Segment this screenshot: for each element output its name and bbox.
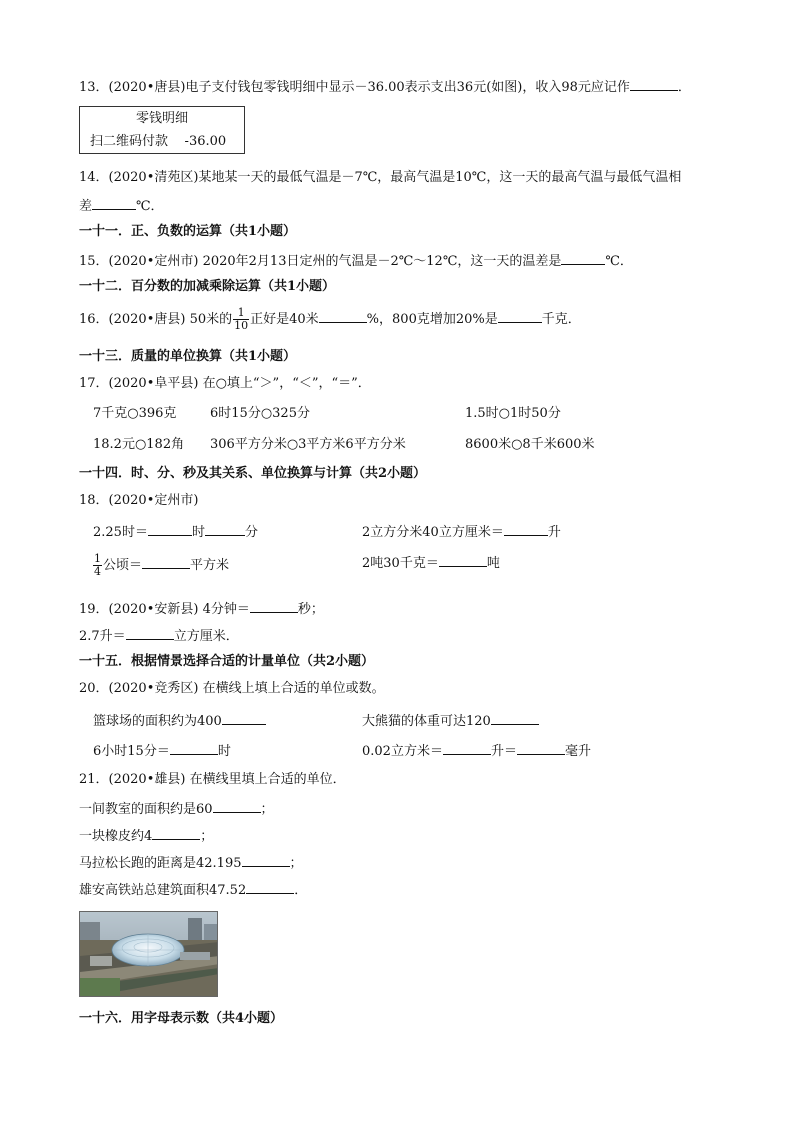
q18-b: 2立方分米40立方厘米＝ 升: [362, 525, 561, 540]
answer-blank[interactable]: [443, 742, 491, 755]
answer-blank[interactable]: [491, 712, 539, 725]
answer-blank[interactable]: [148, 523, 192, 536]
answer-blank[interactable]: [561, 252, 605, 265]
answer-blank[interactable]: [205, 523, 245, 536]
answer-blank[interactable]: [630, 78, 678, 91]
question-21-head: 21．(2020•雄县) 在横线里填上合适的单位．: [79, 772, 346, 787]
q21-line4: 雄安高铁站总建筑面积47.52 ．: [79, 883, 308, 898]
section-16-heading: 一十六．用字母表示数（共4小题）: [79, 1011, 284, 1026]
question-18-head: 18．(2020•定州市): [79, 493, 199, 508]
question-19-line2: 2.7升＝ 立方厘米．: [79, 629, 239, 644]
railway-station-photo: [79, 911, 218, 997]
answer-blank[interactable]: [222, 712, 266, 725]
q20-a: 篮球场的面积约为400: [93, 712, 266, 730]
answer-blank[interactable]: [498, 310, 542, 323]
fraction-one-quarter: $\frac{1}{4}$: [94, 552, 101, 578]
box-title: 零钱明细: [135, 111, 188, 126]
question-14-line1: 14．(2020•清苑区)某地某一天的最低气温是－7℃，最高气温是10℃，这一天的最高气温与最低气温相: [79, 170, 682, 185]
box-amount: -36.00: [184, 134, 227, 149]
question-15: 15．(2020•定州市) 2020年2月13日定州的气温是－2℃～12℃，这一天的温差是 ℃．: [79, 254, 633, 269]
answer-blank[interactable]: [246, 881, 294, 894]
question-16: 16．(2020•唐县) 50米的 $\frac{1}{10}$ 正好是40米 %，800克增加20%是 千克．: [79, 306, 581, 332]
q20-d: 0.02立方米＝ 升＝ 毫升: [362, 744, 591, 759]
fraction-one-tenth: $\frac{1}{10}$: [234, 306, 249, 332]
q21-line3: 马拉松长跑的距离是42.195 ；: [79, 856, 303, 871]
q17-item[interactable]: 306平方分米○3平方米6平方分米: [210, 437, 406, 452]
question-19-line1: 19．(2020•安新县) 4分钟＝ 秒；: [79, 602, 324, 617]
section-13-heading: 一十三．质量的单位换算（共1小题）: [79, 349, 297, 364]
answer-blank[interactable]: [170, 742, 218, 755]
answer-blank[interactable]: [92, 197, 136, 210]
q21-line2: 一块橡皮约4 ；: [79, 829, 214, 844]
station-illustration: [80, 912, 218, 997]
question-20-head: 20．(2020•竞秀区) 在横线上填上合适的单位或数。: [79, 681, 385, 696]
answer-blank[interactable]: [504, 523, 548, 536]
q17-item[interactable]: 18.2元○182角: [93, 437, 185, 452]
q21-line1: 一间教室的面积约是60 ；: [79, 802, 274, 817]
answer-blank[interactable]: [213, 800, 261, 813]
q20-c: 6小时15分＝ 时: [93, 744, 231, 759]
question-17-head: 17．(2020•阜平县) 在○填上“＞”，“＜”，“＝”．: [79, 376, 371, 391]
box-item: 扫二维码付款 -36.00: [90, 134, 227, 149]
q17-item[interactable]: 1.5时○1时50分: [465, 406, 561, 421]
section-11-heading: 一十一．正、负数的运算（共1小题）: [79, 224, 297, 239]
answer-blank[interactable]: [250, 600, 298, 613]
answer-blank[interactable]: [517, 742, 565, 755]
answer-blank[interactable]: [152, 827, 200, 840]
q13-text: 13．(2020•唐县)电子支付钱包零钱明细中显示－36.00表示支出36元(如图)，收入98元应记作: [79, 80, 630, 95]
q17-item[interactable]: 6时15分○325分: [210, 406, 310, 421]
wallet-detail-box: [79, 106, 245, 154]
q17-item[interactable]: 7千克○396克: [93, 406, 177, 421]
answer-blank[interactable]: [142, 556, 190, 569]
answer-blank[interactable]: [439, 554, 487, 567]
question-14-line2: 差 ℃．: [79, 199, 164, 214]
answer-blank[interactable]: [242, 854, 290, 867]
question-13: 13．(2020•唐县)电子支付钱包零钱明细中显示－36.00表示支出36元(如图)，收入98元应记作 ．: [79, 80, 691, 95]
q18-c: $\frac{1}{4}$ 公顷＝ 平方米: [94, 552, 230, 578]
section-14-heading: 一十四．时、分、秒及其关系、单位换算与计算（共2小题）: [79, 466, 427, 481]
q20-b: 大熊猫的体重可达120: [362, 712, 539, 730]
section-15-heading: 一十五．根据情景选择合适的计量单位（共2小题）: [79, 654, 375, 669]
q17-item[interactable]: 8600米○8千米600米: [465, 437, 595, 452]
q18-d: 2吨30千克＝ 吨: [362, 556, 500, 571]
answer-blank[interactable]: [319, 310, 367, 323]
section-12-heading: 一十二．百分数的加减乘除运算（共1小题）: [79, 279, 336, 294]
q18-a: 2.25时＝ 时 分: [93, 525, 258, 540]
answer-blank[interactable]: [126, 627, 174, 640]
